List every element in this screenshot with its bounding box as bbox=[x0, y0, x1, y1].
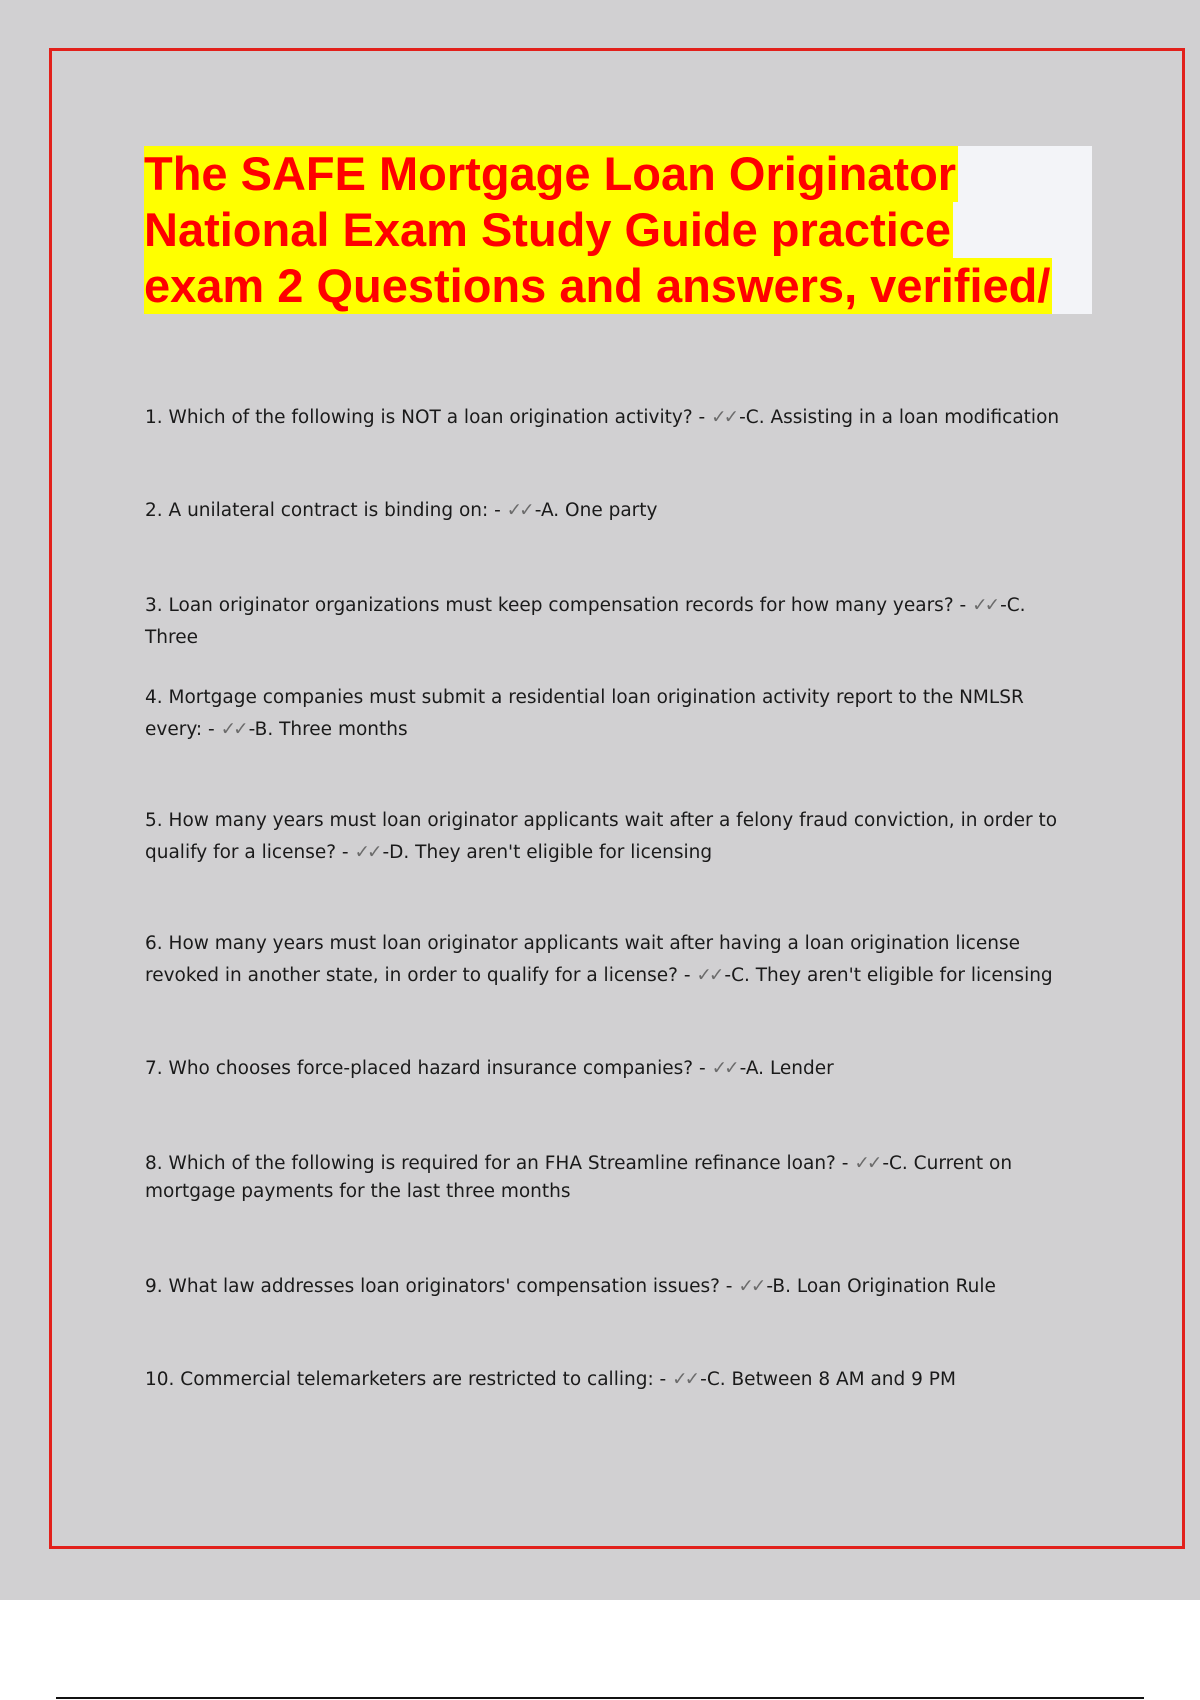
answer-text-7: -A. Lender bbox=[739, 1058, 834, 1079]
question-text-5: 5. How many years must loan originator applicants wait after a felony fraud conviction, in order to qualify for a license? - bbox=[145, 810, 1058, 863]
double-check-icon: ✓✓ bbox=[672, 1369, 698, 1390]
qa-item-1 bbox=[145, 402, 1075, 434]
double-check-icon: ✓✓ bbox=[711, 1058, 737, 1079]
answer-text-1: -C. Assisting in a loan modification bbox=[739, 407, 1060, 428]
answer-text-9: -B. Loan Origination Rule bbox=[766, 1276, 996, 1297]
double-check-icon: ✓✓ bbox=[738, 1276, 764, 1297]
qa-item-4 bbox=[145, 682, 1075, 746]
answer-text-5: -D. They aren't eligible for licensing bbox=[382, 842, 713, 863]
question-text-8: 8. Which of the following is required for an FHA Streamline refinance loan? - bbox=[145, 1153, 855, 1174]
question-text-3: 3. Loan originator organizations must keep compensation records for how many years? - bbox=[145, 595, 973, 616]
answer-text-10: -C. Between 8 AM and 9 PM bbox=[700, 1369, 956, 1390]
qa-item-8 bbox=[145, 1150, 1075, 1206]
double-check-icon: ✓✓ bbox=[354, 842, 380, 863]
title-line-2: National Exam Study Guide practice bbox=[144, 203, 952, 256]
qa-item-9 bbox=[145, 1271, 1075, 1303]
double-check-icon: ✓✓ bbox=[854, 1153, 880, 1174]
question-text-10: 10. Commercial telemarketers are restricted to calling: - bbox=[145, 1369, 673, 1390]
document-title bbox=[144, 146, 1092, 314]
question-text-2: 2. A unilateral contract is binding on: - bbox=[145, 500, 507, 521]
bottom-divider-line bbox=[56, 1697, 1144, 1699]
answer-text-3: -C. Three bbox=[145, 595, 1026, 648]
question-text-7: 7. Who chooses force-placed hazard insurance companies? - bbox=[145, 1058, 712, 1079]
title-line-1: The SAFE Mortgage Loan Originator bbox=[144, 147, 957, 200]
double-check-icon: ✓✓ bbox=[711, 407, 737, 428]
double-check-icon: ✓✓ bbox=[220, 719, 246, 740]
question-text-1: 1. Which of the following is NOT a loan origination activity? - bbox=[145, 407, 712, 428]
question-text-6: 6. How many years must loan originator applicants wait after having a loan origination license revoked in another state, in order to qualify for a license? - bbox=[145, 933, 1020, 986]
qa-item-10 bbox=[145, 1364, 1075, 1396]
double-check-icon: ✓✓ bbox=[696, 965, 722, 986]
qa-item-7 bbox=[145, 1053, 1075, 1085]
answer-text-6: -C. They aren't eligible for licensing bbox=[724, 965, 1053, 986]
title-line-3: exam 2 Questions and answers, verified/ bbox=[144, 259, 1051, 312]
double-check-icon: ✓✓ bbox=[506, 500, 532, 521]
answer-text-8: -C. Current on mortgage payments for the last three months bbox=[145, 1153, 1013, 1202]
qa-item-3 bbox=[145, 590, 1075, 654]
qa-item-2 bbox=[145, 495, 1075, 527]
question-text-9: 9. What law addresses loan originators' compensation issues? - bbox=[145, 1276, 739, 1297]
answer-text-4: -B. Three months bbox=[248, 719, 408, 740]
qa-item-6 bbox=[145, 928, 1075, 992]
double-check-icon: ✓✓ bbox=[972, 595, 998, 616]
qa-item-5 bbox=[145, 805, 1075, 869]
answer-text-2: -A. One party bbox=[534, 500, 658, 521]
question-text-4: 4. Mortgage companies must submit a residential loan origination activity report to the NMLSR every: - bbox=[145, 687, 1024, 740]
